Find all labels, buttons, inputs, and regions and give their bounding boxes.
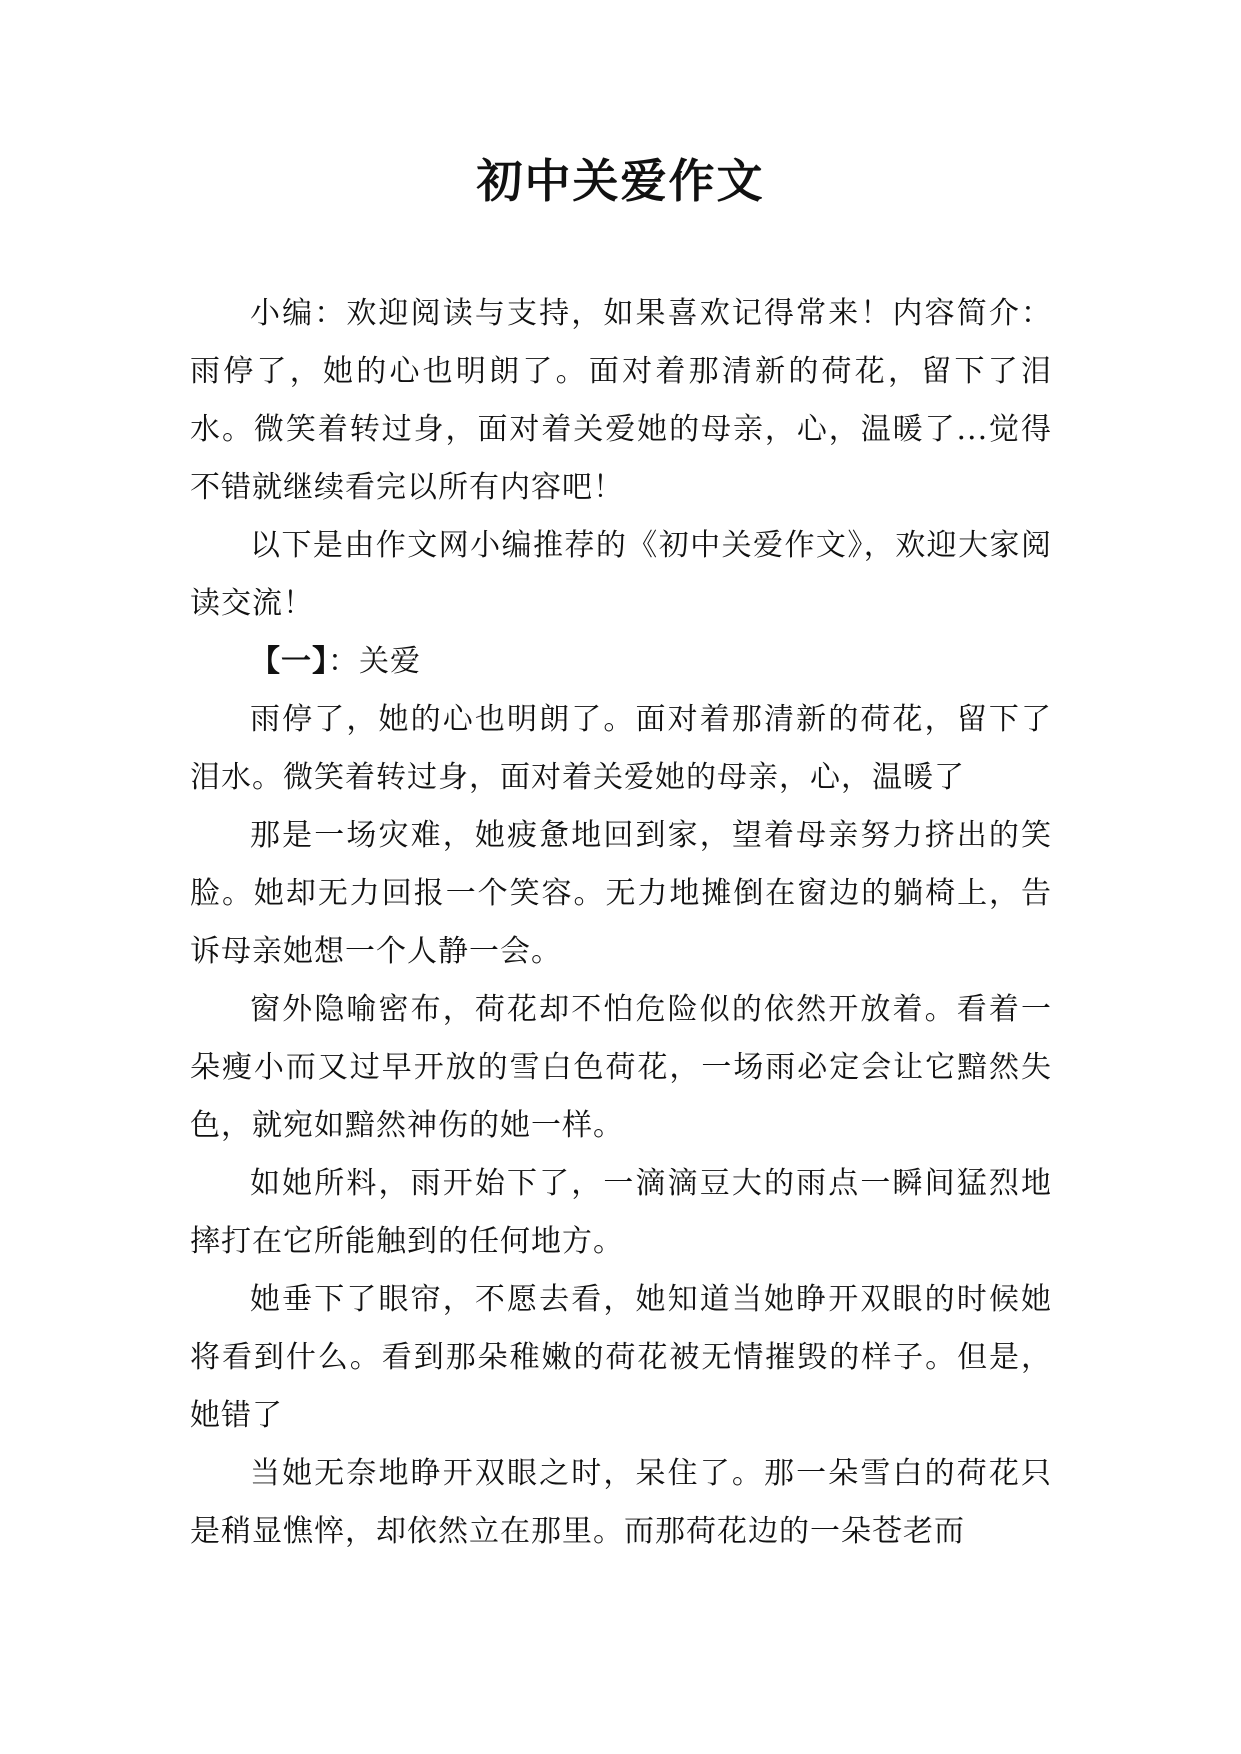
essay-paragraph: 那是一场灾难，她疲惫地回到家，望着母亲努力挤出的笑脸。她却无力回报一个笑容。无力地摊倒在窗边的躺椅上，告诉母亲她想一个人静一会。 bbox=[190, 818, 1052, 969]
recommendation-paragraph: 以下是由作文网小编推荐的《初中关爱作文》，欢迎大家阅读交流！ bbox=[190, 528, 1052, 621]
section-title: 关爱 bbox=[359, 644, 421, 679]
section-separator: ： bbox=[328, 644, 359, 679]
document-body bbox=[190, 285, 1052, 1561]
essay-paragraph: 窗外隐喻密布，荷花却不怕危险似的依然开放着。看着一朵瘦小而又过早开放的雪白色荷花，一场雨必定会让它黯然失色，就宛如黯然神伤的她一样。 bbox=[190, 992, 1052, 1143]
intro-paragraph: 小编：欢迎阅读与支持，如果喜欢记得常来！内容简介：雨停了，她的心也明朗了。面对着那清新的荷花，留下了泪水。微笑着转过身，面对着关爱她的母亲，心，温暖了...觉得不错就继续看完以所有内容吧！ bbox=[190, 296, 1052, 505]
essay-paragraph: 她垂下了眼帘，不愿去看，她知道当她睁开双眼的时候她将看到什么。看到那朵稚嫩的荷花被无情摧毁的样子。但是，她错了 bbox=[190, 1282, 1052, 1433]
document-title: 初中关爱作文 bbox=[476, 154, 765, 208]
essay-paragraph: 雨停了，她的心也明朗了。面对着那清新的荷花，留下了泪水。微笑着转过身，面对着关爱她的母亲，心，温暖了 bbox=[190, 702, 1052, 795]
section-heading bbox=[190, 633, 1052, 691]
essay-paragraph: 当她无奈地睁开双眼之时，呆住了。那一朵雪白的荷花只是稍显憔悴，却依然立在那里。而那荷花边的一朵苍老而 bbox=[190, 1456, 1052, 1549]
essay-paragraph: 如她所料，雨开始下了，一滴滴豆大的雨点一瞬间猛烈地摔打在它所能触到的任何地方。 bbox=[190, 1166, 1052, 1259]
section-number: 【一】 bbox=[250, 644, 328, 679]
